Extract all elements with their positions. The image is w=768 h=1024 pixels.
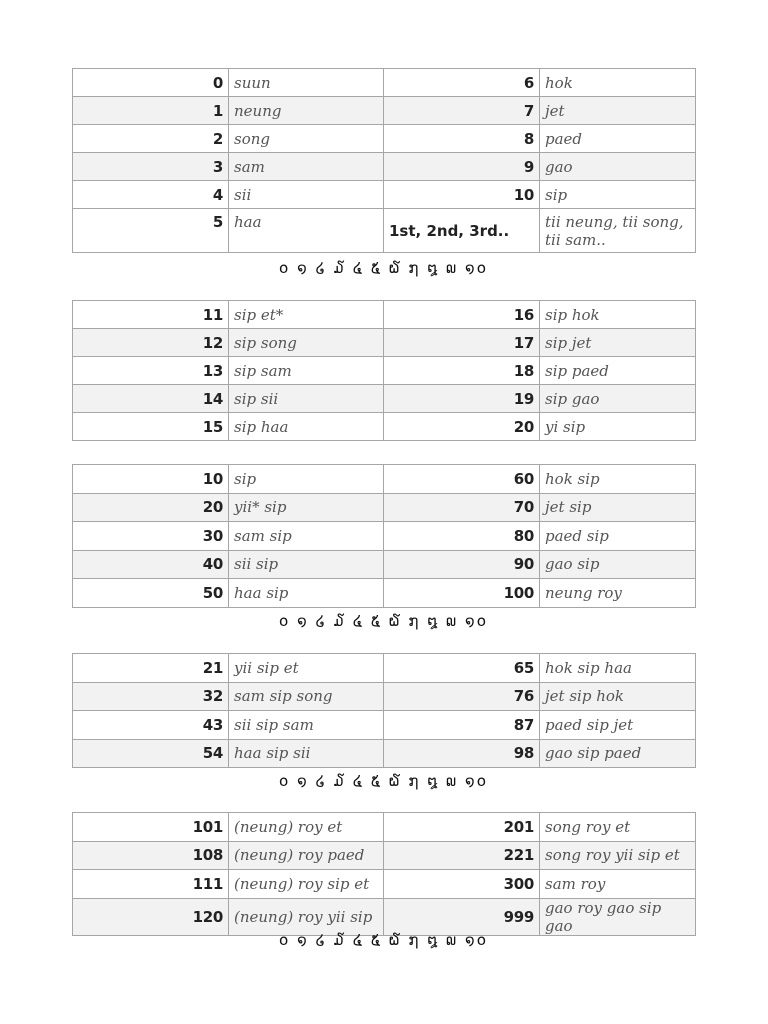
table-row [73,465,696,494]
number-cell: 221 [384,841,540,870]
number-cell: 32 [73,682,229,711]
number-cell: 12 [73,329,229,357]
number-cell: 16 [384,301,540,329]
word-cell: suun [229,69,384,97]
number-cell: 9 [384,153,540,181]
word-cell: song [229,125,384,153]
number-cell: 101 [73,813,229,842]
word-cell: sip paed [540,357,696,385]
word-cell: sii [229,181,384,209]
word-cell: paed sip jet [540,711,696,740]
number-cell: 17 [384,329,540,357]
word-cell: sip haa [229,413,384,441]
table-teens-body [73,301,696,441]
number-cell: 30 [73,522,229,551]
table-row [73,97,696,125]
number-cell: 70 [384,493,540,522]
ordinal-note: tii neung, tii song, tii sam.. [540,209,696,253]
lao-digits-line: ໐ ໑ ໒ ໓ ໔ ໕ ໖ ໗ ໘ ໙ ໑໐ [278,931,489,949]
word-cell: neung [229,97,384,125]
number-cell: 7 [384,97,540,125]
word-cell: paed [540,125,696,153]
number-cell: 5 [73,209,229,253]
number-cell: 8 [384,125,540,153]
number-cell: 100 [384,579,540,608]
word-cell: haa [229,209,384,253]
word-cell: sip [229,465,384,494]
number-cell: 3 [73,153,229,181]
word-cell: yi sip [540,413,696,441]
lao-digits-line: ໐ ໑ ໒ ໓ ໔ ໕ ໖ ໗ ໘ ໙ ໑໐ [278,772,489,790]
number-cell: 15 [73,413,229,441]
word-cell: yii* sip [229,493,384,522]
table-row-ordinal [73,209,696,253]
word-cell: hok sip [540,465,696,494]
word-cell: sii sip [229,550,384,579]
table-row [73,329,696,357]
word-cell: (neung) roy paed [229,841,384,870]
word-cell: sam roy [540,870,696,899]
number-cell: 4 [73,181,229,209]
number-cell: 98 [384,739,540,768]
word-cell: gao sip paed [540,739,696,768]
number-cell: 18 [384,357,540,385]
table-row [73,301,696,329]
word-cell: sam sip song [229,682,384,711]
number-cell: 19 [384,385,540,413]
table-hundreds-body [73,813,696,936]
number-cell: 87 [384,711,540,740]
number-cell: 65 [384,654,540,683]
word-cell: sip sii [229,385,384,413]
word-cell: (neung) roy yii sip [229,898,384,935]
number-cell: 20 [73,493,229,522]
word-cell: jet sip [540,493,696,522]
table-row [73,522,696,551]
number-cell: 0 [73,69,229,97]
word-cell: sii sip sam [229,711,384,740]
number-cell: 54 [73,739,229,768]
table-tens-body [73,465,696,608]
number-cell: 40 [73,550,229,579]
table-row [73,413,696,441]
word-cell: sam [229,153,384,181]
word-cell: neung roy [540,579,696,608]
word-cell: song roy yii sip et [540,841,696,870]
table-row [73,813,696,842]
number-cell: 20 [384,413,540,441]
number-cell: 11 [73,301,229,329]
word-cell: hok sip haa [540,654,696,683]
ordinal-label: 1st, 2nd, 3rd.. [384,209,540,253]
number-cell: 999 [384,898,540,935]
table-teens [72,300,695,441]
number-cell: 76 [384,682,540,711]
table-row [73,841,696,870]
number-cell: 13 [73,357,229,385]
number-cell: 1 [73,97,229,125]
word-cell: haa sip [229,579,384,608]
number-cell: 300 [384,870,540,899]
word-cell: song roy et [540,813,696,842]
word-cell: paed sip [540,522,696,551]
word-cell: sip hok [540,301,696,329]
table-row [73,125,696,153]
table-basic-body [73,69,696,209]
table-compounds-body [73,654,696,768]
table-row [73,550,696,579]
word-cell: gao [540,153,696,181]
number-cell: 2 [73,125,229,153]
word-cell: jet sip hok [540,682,696,711]
table-row [73,69,696,97]
word-cell: hok [540,69,696,97]
word-cell: gao roy gao sip gao [540,898,696,935]
word-cell: yii sip et [229,654,384,683]
table-row [73,898,696,935]
table-row [73,181,696,209]
number-cell: 201 [384,813,540,842]
table-row [73,870,696,899]
word-cell: sam sip [229,522,384,551]
number-cell: 10 [384,181,540,209]
word-cell: haa sip sii [229,739,384,768]
number-cell: 10 [73,465,229,494]
number-cell: 120 [73,898,229,935]
lao-digits-line: ໐ ໑ ໒ ໓ ໔ ໕ ໖ ໗ ໘ ໙ ໑໐ [278,259,489,277]
table-basic [72,68,695,253]
word-cell: (neung) roy et [229,813,384,842]
number-cell: 14 [73,385,229,413]
number-cell: 108 [73,841,229,870]
lao-digits-line: ໐ ໑ ໒ ໓ ໔ ໕ ໖ ໗ ໘ ໙ ໑໐ [278,612,489,630]
table-row [73,357,696,385]
table-tens [72,464,695,608]
table-compounds [72,653,695,768]
word-cell: sip song [229,329,384,357]
table-row [73,493,696,522]
number-cell: 60 [384,465,540,494]
word-cell: gao sip [540,550,696,579]
number-cell: 6 [384,69,540,97]
table-row [73,579,696,608]
number-cell: 90 [384,550,540,579]
table-row [73,739,696,768]
word-cell: (neung) roy sip et [229,870,384,899]
word-cell: sip sam [229,357,384,385]
table-row [73,153,696,181]
table-row [73,654,696,683]
number-cell: 111 [73,870,229,899]
number-cell: 80 [384,522,540,551]
number-cell: 21 [73,654,229,683]
word-cell: jet [540,97,696,125]
number-cell: 50 [73,579,229,608]
word-cell: sip et* [229,301,384,329]
word-cell: sip gao [540,385,696,413]
word-cell: sip jet [540,329,696,357]
word-cell: sip [540,181,696,209]
table-hundreds [72,812,695,936]
table-row [73,682,696,711]
table-row [73,711,696,740]
table-row [73,385,696,413]
number-cell: 43 [73,711,229,740]
